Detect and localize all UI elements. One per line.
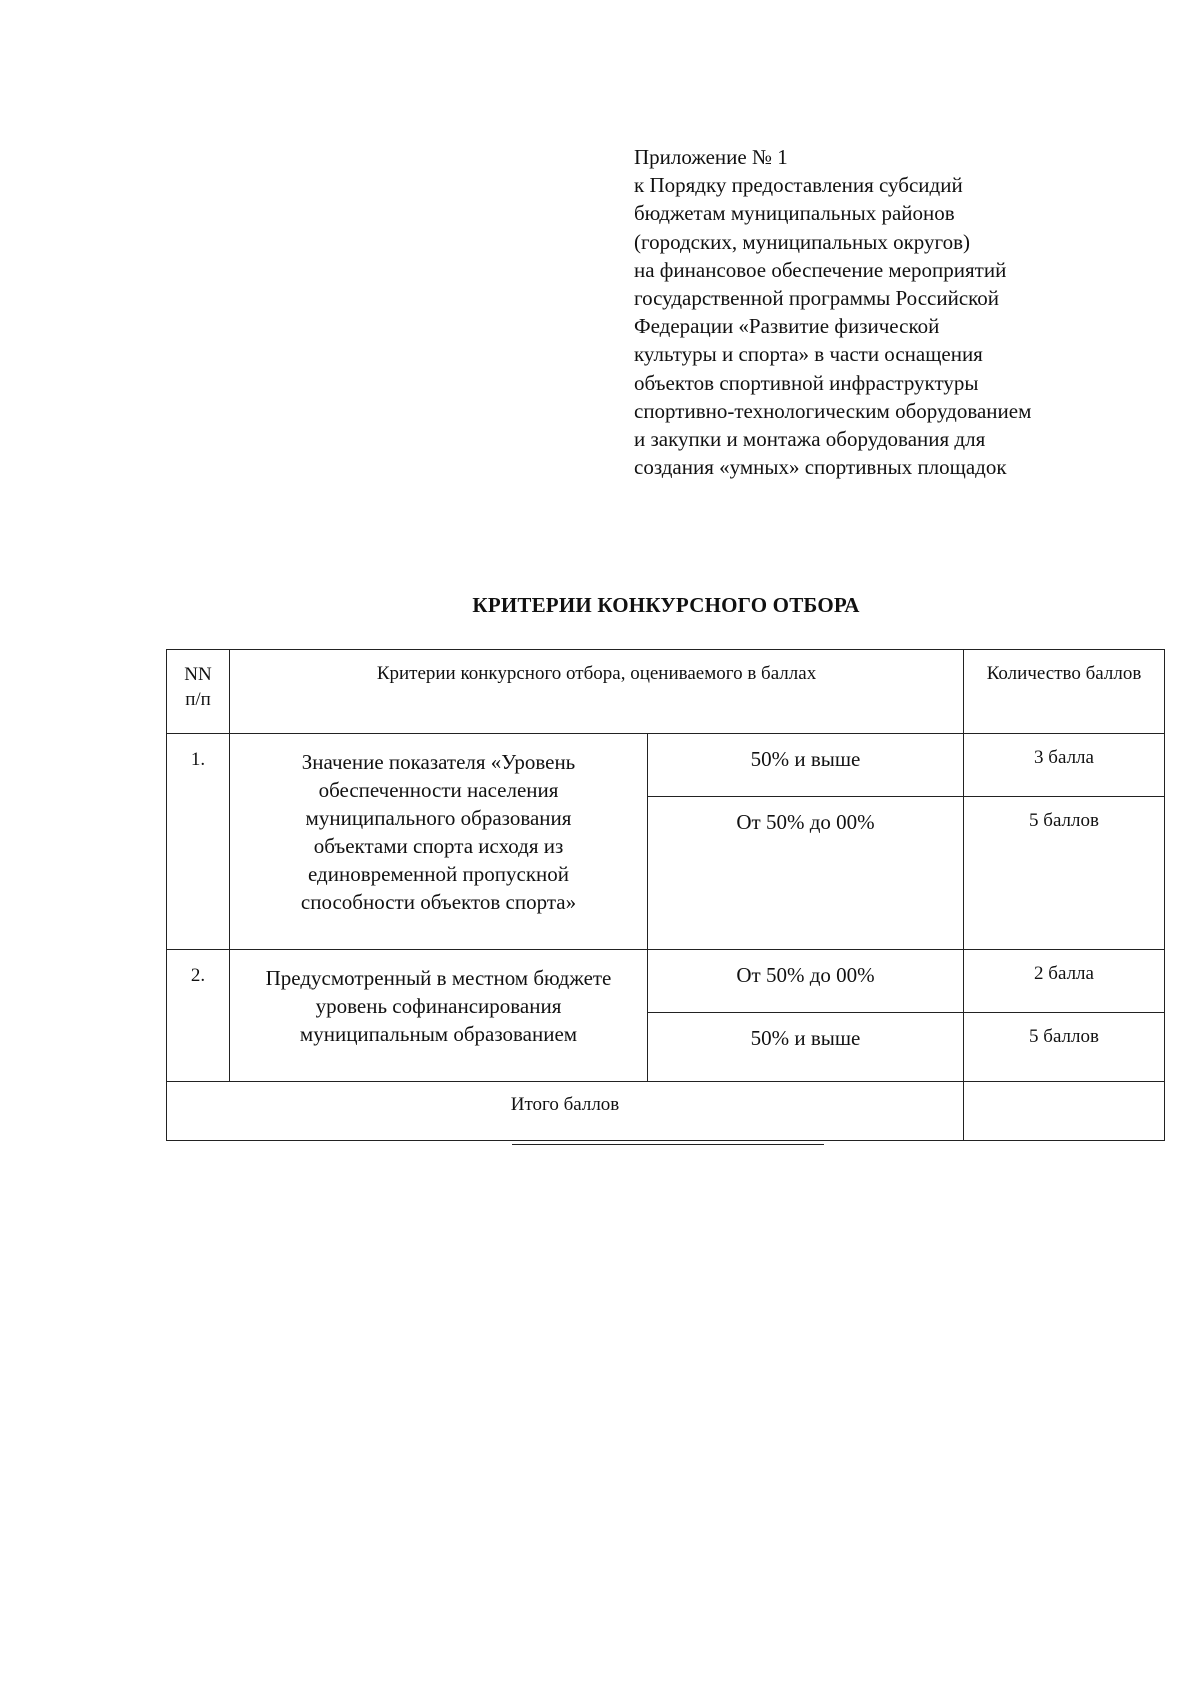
appendix-line: (городских, муниципальных округов) [634, 229, 970, 254]
description-line: Предусмотренный в местном бюджете [265, 966, 612, 990]
appendix-line: объектов спортивной инфраструктуры [634, 370, 979, 395]
table-row [167, 950, 1165, 1013]
option-points: 2 балла [964, 950, 1165, 1013]
option-points: 5 баллов [964, 797, 1165, 950]
appendix-line: создания «умных» спортивных площадок [634, 455, 1007, 480]
appendix-line: культуры и спорта» в части оснащения [634, 342, 983, 367]
option-range: От 50% до 00% [648, 950, 964, 1013]
description-line: Значение показателя «Уровень [301, 750, 576, 774]
criteria-table [166, 649, 1165, 1141]
total-row [167, 1082, 1165, 1141]
option-points: 5 баллов [964, 1013, 1165, 1082]
option-range: 50% и выше [648, 1013, 964, 1082]
description-line: единовременной пропускной [308, 862, 569, 886]
row-number: 2. [167, 950, 230, 1082]
header-points-cell: Количество баллов [964, 650, 1165, 734]
appendix-line: государственной программы Российской [634, 286, 1000, 311]
appendix-line: Федерации «Развитие физической [634, 314, 940, 339]
appendix-line: спортивно-технологическим оборудованием [634, 398, 1032, 423]
row-description [230, 950, 648, 1082]
appendix-line: на финансовое обеспечение мероприятий [634, 257, 1007, 282]
header-pp-label: п/п [185, 689, 211, 710]
total-value [964, 1082, 1165, 1141]
appendix-line: к Порядку предоставления субсидий [634, 173, 963, 198]
description-line: обеспеченности населения [318, 778, 559, 802]
description-line: муниципального образования [305, 806, 572, 830]
header-criteria-cell: Критерии конкурсного отбора, оцениваемого в баллах [230, 650, 964, 734]
option-range: 50% и выше [648, 734, 964, 797]
total-label: Итого баллов [167, 1082, 964, 1141]
row-description [230, 734, 648, 950]
option-points: 3 балла [964, 734, 1165, 797]
signature-divider [512, 1144, 824, 1145]
row-number: 1. [167, 734, 230, 950]
description-line: уровень софинансирования [315, 994, 562, 1018]
header-nn-label: NN [184, 664, 212, 685]
description-line: муниципальным образованием [299, 1022, 578, 1046]
appendix-line: бюджетам муниципальных районов [634, 201, 955, 226]
table-row [167, 734, 1165, 797]
description-line: объектами спорта исходя из [313, 834, 564, 858]
appendix-line: и закупки и монтажа оборудования для [634, 427, 986, 452]
header-nn-cell [167, 650, 230, 734]
appendix-line: Приложение № 1 [634, 145, 788, 169]
appendix-header [634, 143, 1174, 481]
document-title: КРИТЕРИИ КОНКУРСНОГО ОТБОРА [472, 593, 860, 617]
description-line: способности объектов спорта» [300, 890, 577, 914]
table-header-row [167, 650, 1165, 734]
option-range: От 50% до 00% [648, 797, 964, 950]
